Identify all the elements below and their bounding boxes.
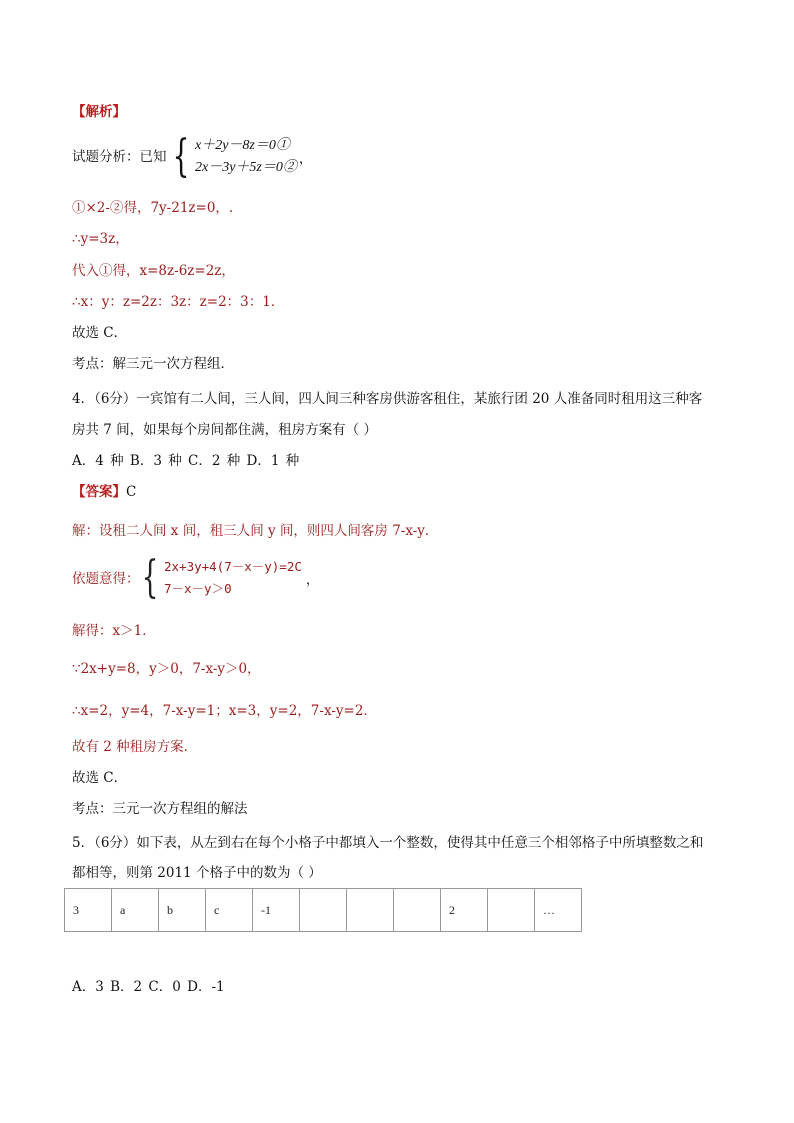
conclusion-3: 故选 C．: [72, 325, 128, 341]
grid-cell: [394, 889, 441, 932]
system2-eq1: 2x+3y+4(7－x－y)=2C: [164, 559, 302, 574]
question-5-options: A．3 B．2 C．0 D．-1: [72, 979, 225, 995]
answer-label: 【答案】: [72, 484, 126, 500]
grid-cell: c: [206, 889, 253, 932]
grid-cell: 3: [65, 889, 112, 932]
question-4-line-2: 房共 7 间，如果每个房间都住满，租房方案有（ ）: [72, 422, 377, 438]
grid-cell: -1: [253, 889, 300, 932]
step-3: 代入①得，x=8z-6z=2z，: [72, 263, 235, 279]
grid-row: [65, 889, 582, 932]
answer-value: C: [126, 484, 137, 500]
solution-intro: 依题意得：: [72, 571, 140, 587]
step-4: ∴x：y：z=2z：3z：z=2：3：1．: [72, 294, 285, 310]
grid-cell: [300, 889, 347, 932]
system1-eq1: x＋2y－8z＝0①: [195, 138, 290, 153]
analysis-intro: 试题分析：已知: [72, 149, 167, 165]
system2-eq2: 7－x－y＞0: [164, 581, 232, 596]
answer-row: [72, 483, 136, 501]
question-5-line-2: 都相等，则第 2011 个格子中的数为（ ）: [72, 865, 322, 881]
solution-line-4: ∴x=2，y=4，7-x-y=1；x=3，y=2，7-x-y=2．: [72, 703, 377, 719]
solution-line-5: 故有 2 种租房方案．: [72, 739, 198, 755]
question-5-line-1: 5．（6分）如下表，从左到右在每个小格子中都填入一个整数，使得其中任意三个相邻格子中所填整数之和: [72, 835, 704, 851]
equation-system-2: [136, 552, 320, 603]
grid-cell: b: [159, 889, 206, 932]
step-1: ①×2-②得，7y-21z=0，.: [72, 200, 234, 216]
brace-icon: {: [172, 131, 190, 182]
solution-line-1: 解：设租二人间 x 间，租三人间 y 间，则四人间客房 7-x-y．: [72, 523, 439, 539]
number-grid: [64, 888, 582, 932]
equation-system-1: [167, 131, 313, 182]
step-2: ∴y=3z，: [72, 231, 129, 247]
solution-line-3: ∵2x+y=8，y＞0，7-x-y＞0，: [72, 661, 261, 677]
system1-after: ，: [298, 151, 313, 167]
question-4-line-1: 4．（6分）一宾馆有二人间，三人间，四人间三种客房供游客租住，某旅行团 20 人准备同时租用这三种客: [72, 391, 703, 407]
system2-after: ，: [305, 572, 320, 588]
knowledge-4: 考点：三元一次方程组的解法: [72, 801, 248, 817]
question-4-options: A．4 种 B．3 种 C．2 种 D．1 种: [72, 453, 300, 469]
grid-cell: …: [535, 889, 582, 932]
solution-line-2: 解得：x＞1．: [72, 623, 156, 639]
analysis-header: 【解析】: [72, 104, 126, 120]
conclusion-4: 故选 C．: [72, 770, 128, 786]
grid-cell: [488, 889, 535, 932]
grid-cell: 2: [441, 889, 488, 932]
system1-eq2: 2x－3y＋5z＝0②: [195, 160, 297, 175]
grid-cell: [347, 889, 394, 932]
knowledge-3: 考点：解三元一次方程组．: [72, 356, 234, 372]
brace-icon: {: [141, 552, 159, 603]
grid-cell: a: [112, 889, 159, 932]
